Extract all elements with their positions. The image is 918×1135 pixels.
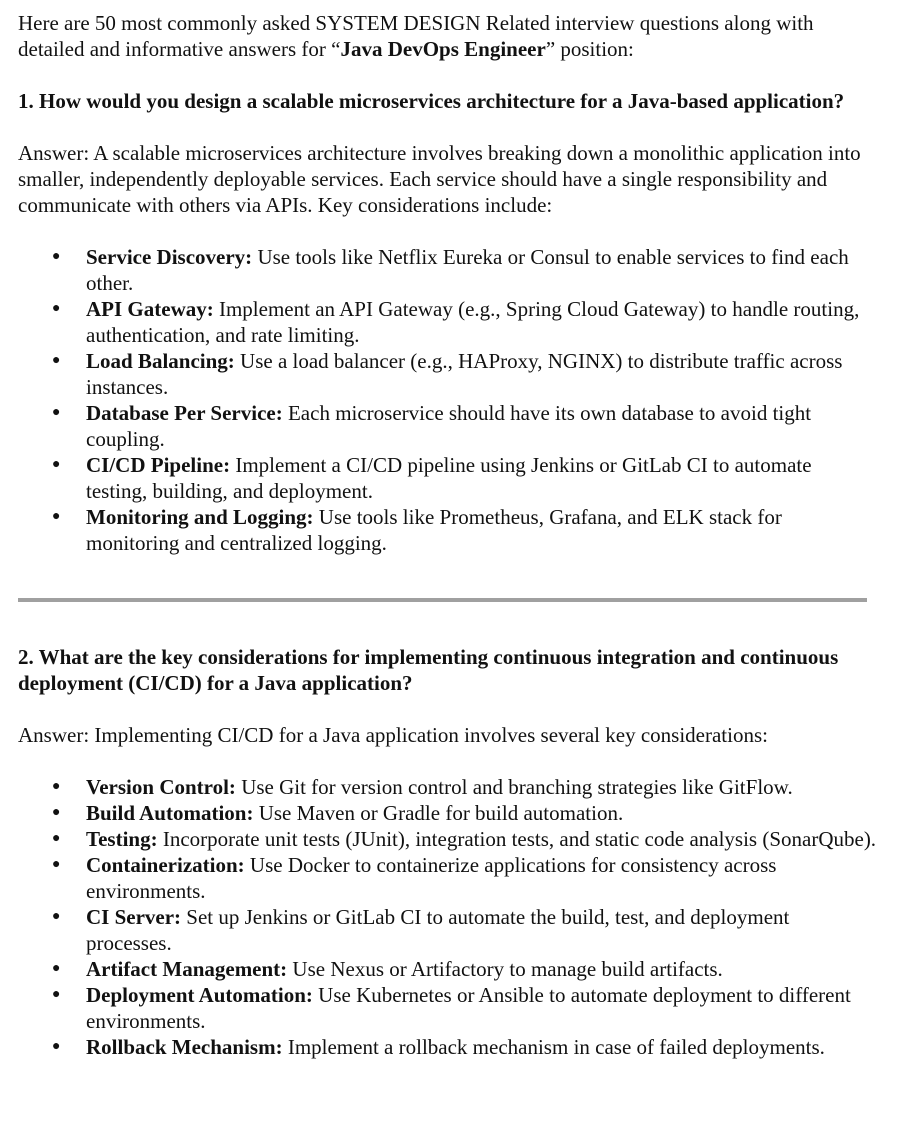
item-term: Build Automation: (86, 801, 254, 825)
item-term: Database Per Service: (86, 401, 283, 425)
item-text: Use Git for version control and branching strategies like GitFlow. (235, 775, 793, 799)
list-item (18, 1034, 878, 1060)
item-text: Use Docker to containerize applications for consistency across environments. (86, 853, 777, 903)
item-term: Monitoring and Logging: (86, 505, 314, 529)
bullet-icon: ● (52, 987, 61, 1002)
answer-intro-2: Answer: Implementing CI/CD for a Java application involves several key considerations: (18, 723, 768, 747)
list-item (18, 956, 878, 982)
list-item (18, 244, 878, 296)
bullet-icon: ● (52, 249, 61, 264)
item-text: Use Maven or Gradle for build automation. (253, 801, 624, 825)
item-term: CI Server: (86, 905, 182, 929)
item-term: Load Balancing: (86, 349, 235, 373)
question-section-1 (18, 88, 878, 556)
list-item (18, 296, 878, 348)
bullet-icon: ● (52, 805, 61, 820)
list-item (18, 800, 878, 826)
intro-text-after: ” position: (545, 37, 634, 61)
item-text: Use a load balancer (e.g., HAProxy, NGINX) to distribute traffic across instances. (86, 349, 843, 399)
intro-paragraph (18, 10, 878, 62)
item-term: Containerization: (86, 853, 245, 877)
item-term: Artifact Management: (86, 957, 288, 981)
item-text: Each microservice should have its own database to avoid tight coupling. (86, 401, 812, 451)
bullet-icon: ● (52, 909, 61, 924)
item-term: Deployment Automation: (86, 983, 313, 1007)
bullet-icon: ● (52, 961, 61, 976)
horizontal-divider (18, 598, 867, 602)
item-text: Implement an API Gateway (e.g., Spring Cloud Gateway) to handle routing, authentication, and rate limiting. (86, 297, 860, 347)
item-text: Use tools like Prometheus, Grafana, and ELK stack for monitoring and centralized logging. (86, 505, 782, 555)
question-heading-1: 1. How would you design a scalable microservices architecture for a Java-based application? (18, 89, 845, 113)
item-term: API Gateway: (86, 297, 214, 321)
bullet-icon: ● (52, 509, 61, 524)
intro-highlight-role: Java DevOps Engineer (340, 37, 546, 61)
list-item (18, 504, 878, 556)
intro-text-before: Here are 50 most commonly asked SYSTEM DESIGN Related interview questions along with detailed and informative answers for “ (18, 11, 814, 61)
list-item (18, 348, 878, 400)
bullet-icon: ● (52, 457, 61, 472)
item-term: Service Discovery: (86, 245, 253, 269)
considerations-list-2 (18, 774, 878, 1060)
bullet-icon: ● (52, 857, 61, 872)
item-text: Incorporate unit tests (JUnit), integration tests, and static code analysis (SonarQube). (157, 827, 877, 851)
item-term: Rollback Mechanism: (86, 1035, 283, 1059)
item-term: Version Control: (86, 775, 236, 799)
item-text: Use Kubernetes or Ansible to automate deployment to different environments. (86, 983, 851, 1033)
bullet-icon: ● (52, 779, 61, 794)
list-item (18, 774, 878, 800)
bullet-icon: ● (52, 353, 61, 368)
list-item (18, 400, 878, 452)
list-item (18, 852, 878, 904)
list-item (18, 904, 878, 956)
item-text: Use Nexus or Artifactory to manage build artifacts. (287, 957, 723, 981)
answer-intro-1: Answer: A scalable microservices architecture involves breaking down a monolithic application into smaller, independently deployable services. Each service should have a single responsibility and communicate with others via APIs. Key considerations include: (18, 141, 861, 217)
bullet-icon: ● (52, 301, 61, 316)
question-section-2 (18, 644, 878, 1060)
considerations-list-1 (18, 244, 878, 556)
question-heading-2: 2. What are the key considerations for implementing continuous integration and continuous deployment (CI/CD) for a Java application? (18, 645, 839, 695)
list-item (18, 826, 878, 852)
bullet-icon: ● (52, 1039, 61, 1054)
item-text: Implement a rollback mechanism in case of failed deployments. (282, 1035, 825, 1059)
bullet-icon: ● (52, 831, 61, 846)
item-text: Use tools like Netflix Eureka or Consul to enable services to find each other. (86, 245, 849, 295)
list-item (18, 982, 878, 1034)
bullet-icon: ● (52, 405, 61, 420)
item-term: CI/CD Pipeline: (86, 453, 231, 477)
item-text: Set up Jenkins or GitLab CI to automate the build, test, and deployment processes. (86, 905, 790, 955)
item-text: Implement a CI/CD pipeline using Jenkins or GitLab CI to automate testing, building, and deployment. (86, 453, 812, 503)
item-term: Testing: (86, 827, 158, 851)
list-item (18, 452, 878, 504)
